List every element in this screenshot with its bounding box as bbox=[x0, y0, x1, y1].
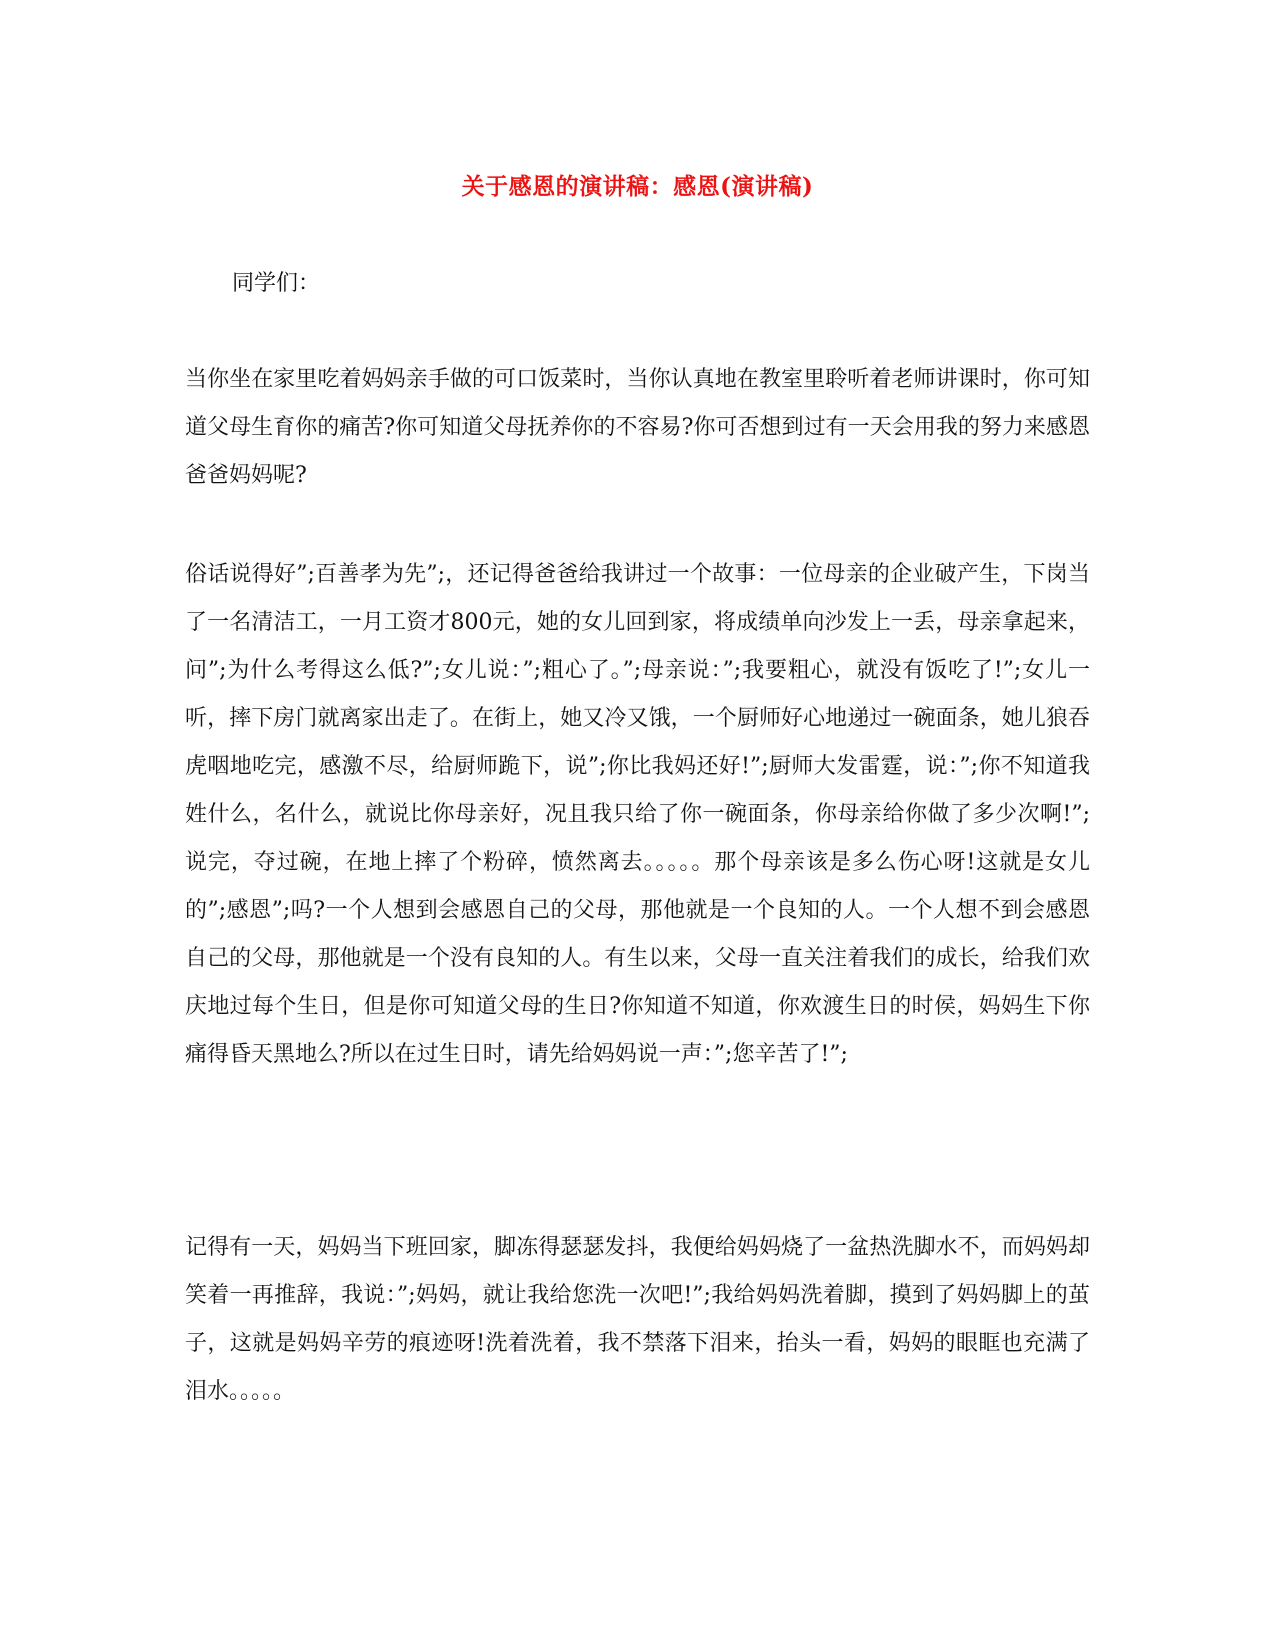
document-title: 关于感恩的演讲稿：感恩(演讲稿) bbox=[461, 173, 814, 200]
salutation: 同学们： bbox=[232, 271, 321, 296]
paragraph-1: 当你坐在家里吃着妈妈亲手做的可口饭菜时，当你认真地在教室里聆听着老师讲课时，你可知道父母生育你的痛苦?你可知道父母抚养你的不容易?你可否想到过有一天会用我的努力来感恩爸爸妈妈呢? bbox=[185, 367, 1090, 488]
paragraph-2: 俗话说得好”;百善孝为先”;，还记得爸爸给我讲过一个故事：一位母亲的企业破产生，下岗当了一名清洁工，一月工资才800元，她的女儿回到家，将成绩单向沙发上一丢，母亲拿起来，问”;为什么考得这么低?”;女儿说：”;粗心了。”;母亲说：”;我要粗心，就没有饭吃了!”;女儿一听，摔下房门就离家出走了。在街上，她又冷又饿，一个厨师好心地递过一碗面条，她儿狼吞虎咽地吃完，感激不尽，给厨师跪下，说”;你比我妈还好!”;厨师大发雷霆，说：”;你不知道我姓什么，名什么，就说比你母亲好，况且我只给了你一碗面条，你母亲给你做了多少次啊!”;说完，夺过碗，在地上摔了个粉碎，愤然离去。。。。。那个母亲该是多么伤心呀!这就是女儿的”;感恩”;吗?一个人想到会感恩自己的父母，那他就是一个良知的人。一个人想不到会感恩自己的父母，那他就是一个没有良知的人。有生以来，父母一直关注着我们的成长，给我们欢庆地过每个生日，但是你可知道父母的生日?你知道不知道，你欢渡生日的时侯，妈妈生下你痛得昏天黑地么?所以在过生日时，请先给妈妈说一声：”;您辛苦了!”; bbox=[185, 562, 1090, 1067]
paragraph-3: 记得有一天，妈妈当下班回家，脚冻得瑟瑟发抖，我便给妈妈烧了一盆热洗脚水不，而妈妈却笑着一再推辞，我说：”;妈妈，就让我给您洗一次吧!”;我给妈妈洗着脚，摸到了妈妈脚上的茧子，这就是妈妈辛劳的痕迹呀!洗着洗着，我不禁落下泪来，抬头一看，妈妈的眼眶也充满了泪水。。。。。 bbox=[185, 1235, 1090, 1404]
